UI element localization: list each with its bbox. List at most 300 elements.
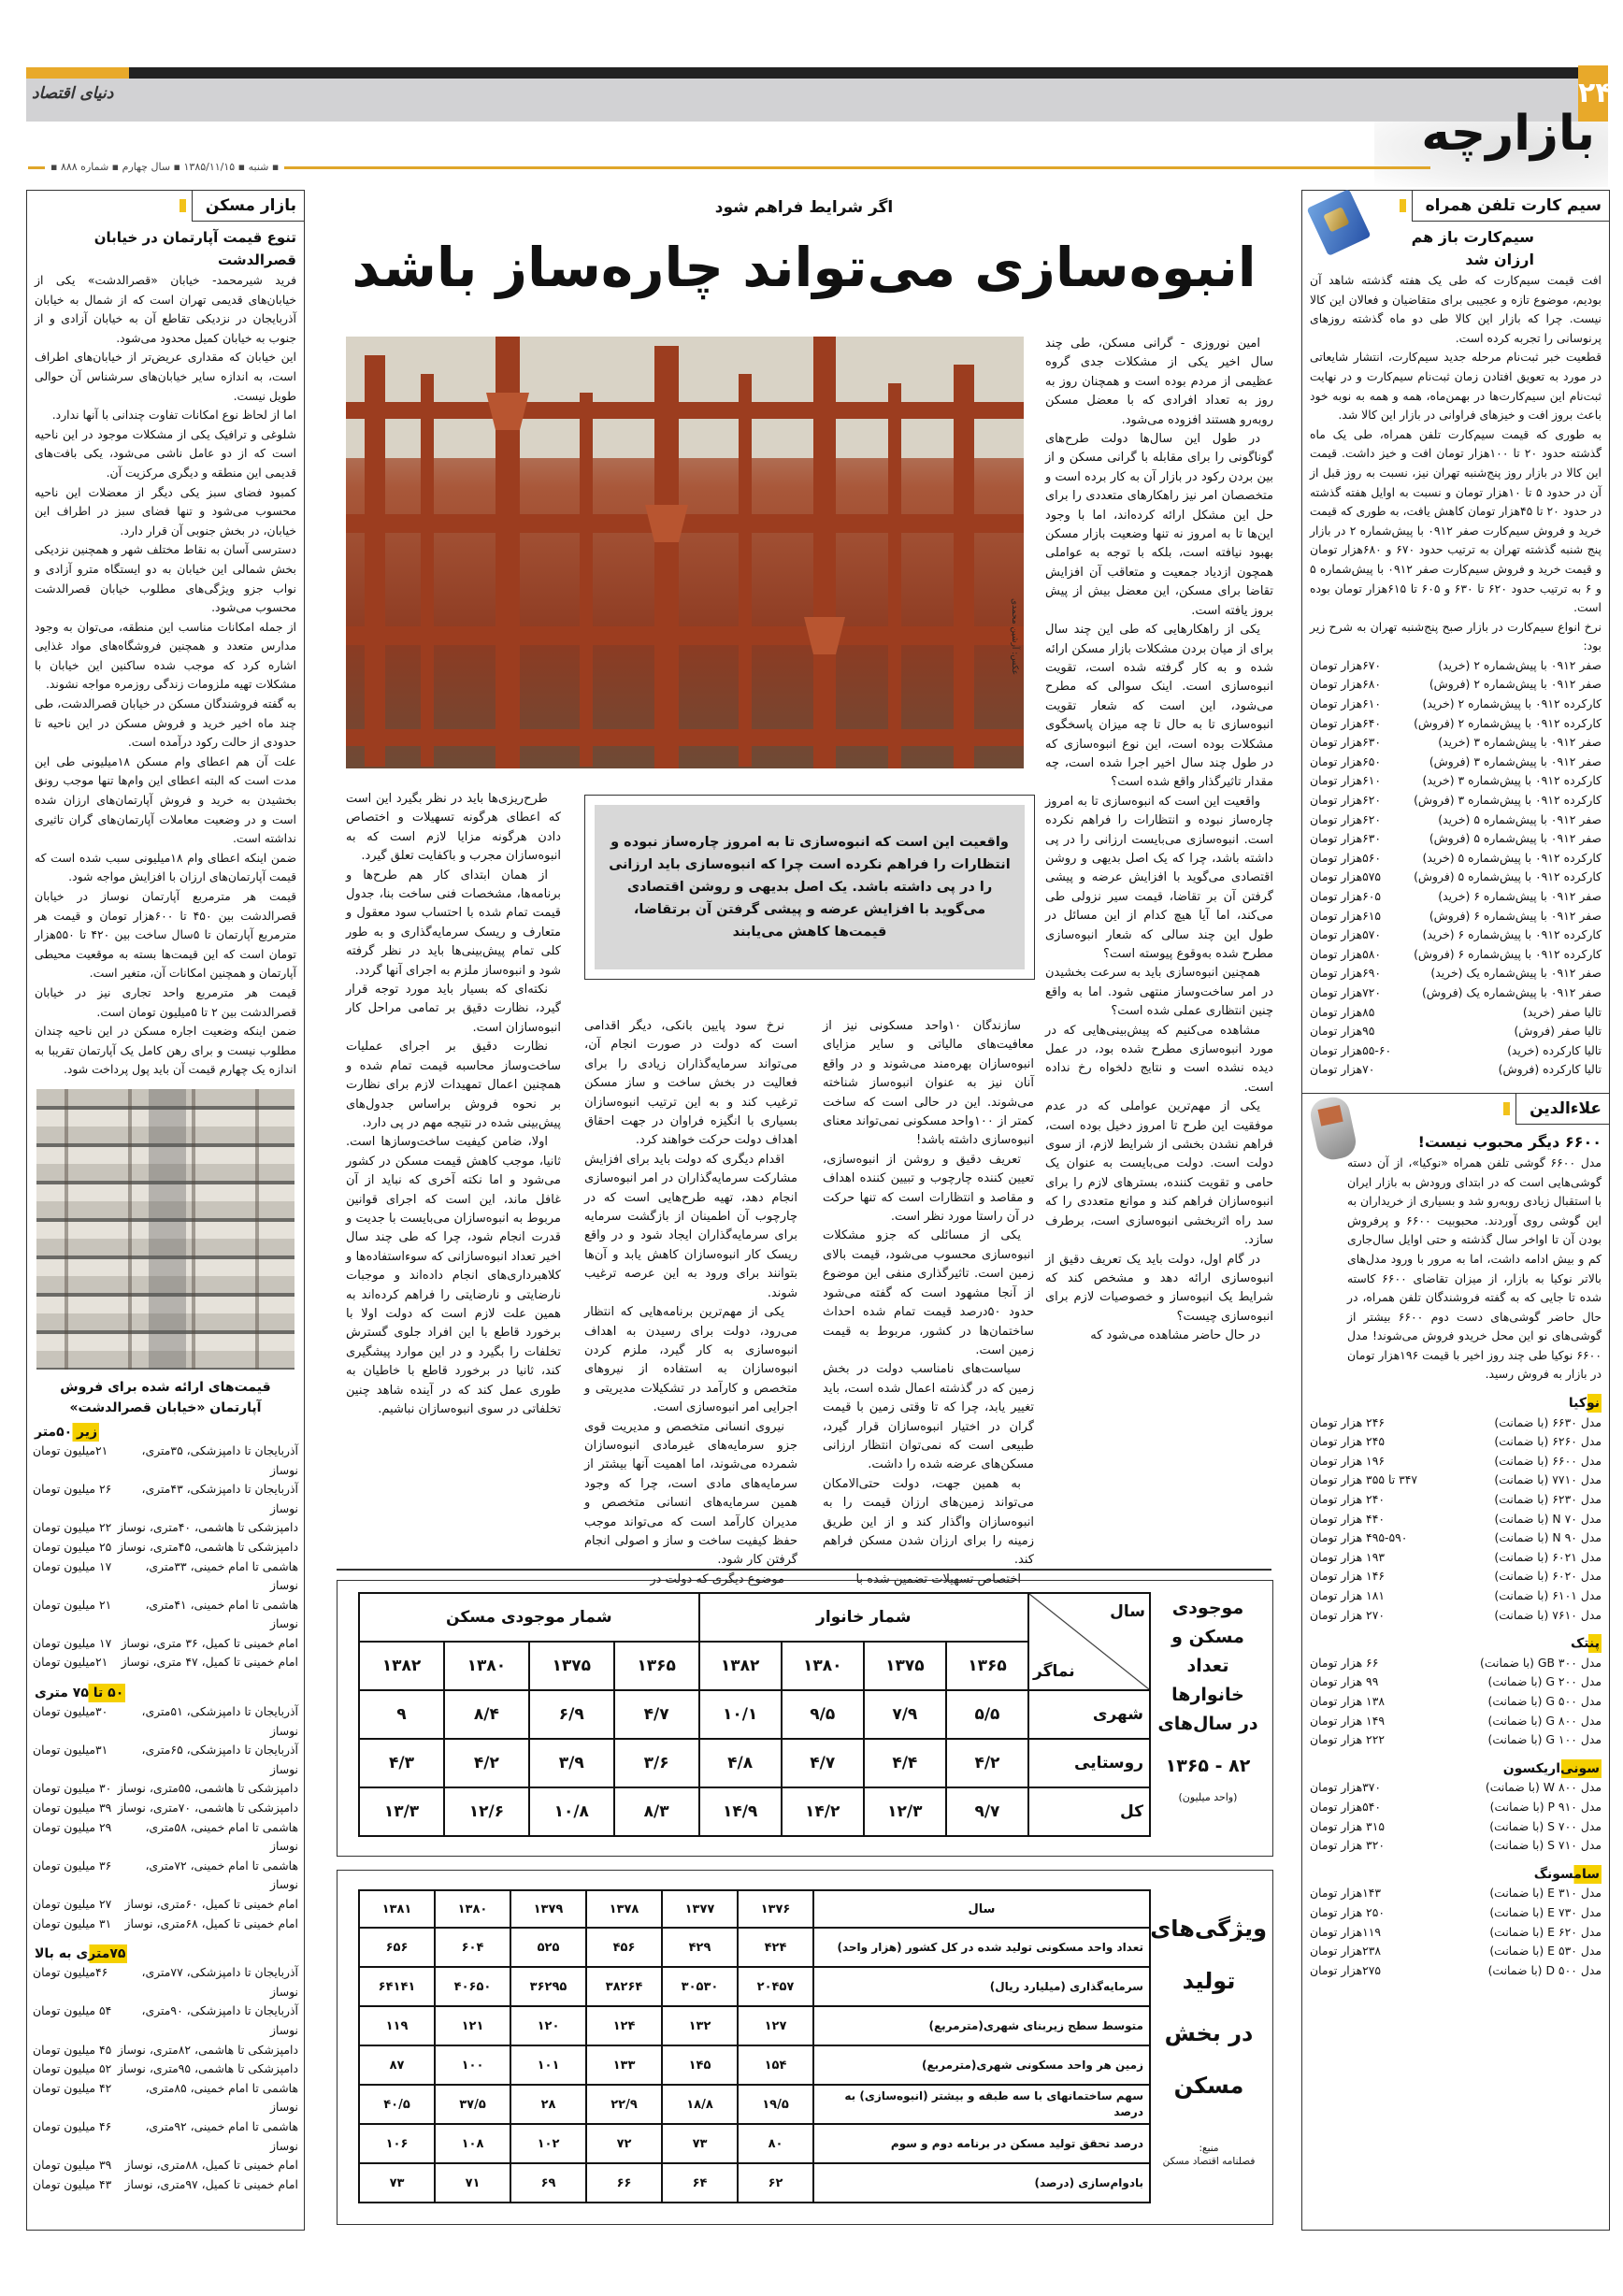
- cell: ۱۴۵: [662, 2045, 738, 2085]
- item-label: مدل ۷۶۱۰ (با ضمانت): [1494, 1607, 1601, 1622]
- list-item: [1310, 1712, 1601, 1731]
- row-label: سهم ساختمانهای با سه طبقه و بیشتر (انبوه‌سازی) به درصد: [813, 2085, 1150, 2124]
- paragraph: سیاست‌های نامناسب دولت در بخش زمین که در گذشته اعمال شده است، باید تغییر یابد، چرا که تا وقتی زمین با قیمت گران در اختیار انبوه‌سازان قرار گیرد، طبیعی است که نمی‌توان انتظار ارزانی مسکن‌های عرضه شده را داشت.: [823, 1362, 1034, 1472]
- item-label: مدل S ۷۰۰ (با ضمانت): [1489, 1818, 1601, 1833]
- item-price: ۶۴۰هزار تومان: [1310, 715, 1382, 730]
- paragraph: نیروی انسانی متخصص و مدیریت قوی جزو سرمایه‌های غیرمادی انبوه‌سازان شمرده می‌شوند، اما اهمیت آنها بیشتر از سرمایه‌های مادی است، چرا که وجود همین سرمایه‌های انسانی متخصص و مدیران کارآمد است که می‌تواند موجب حفظ کیفیت ساخت و ساز و اصولی انجام گرفتن کار شود.: [584, 1419, 797, 1568]
- item-price: ۲۲ میلیون تومان: [33, 1520, 112, 1535]
- item-price: ۶۶ هزار تومان: [1310, 1655, 1379, 1670]
- household-table: [358, 1592, 1151, 1837]
- source-label: منبع:: [1199, 2143, 1219, 2154]
- cell: ۱۰۲: [510, 2124, 586, 2163]
- item-price: ۶۳۰هزار تومان: [1310, 831, 1382, 846]
- article-column-2: [823, 1017, 1034, 1589]
- cell: ۴/۷: [614, 1690, 699, 1739]
- list-item: [33, 2117, 298, 2156]
- item-label: دامپزشکی تا هاشمی، ۹۵متری، نوساز: [117, 2061, 298, 2076]
- list-item: [1310, 656, 1601, 676]
- item-price: ۶۳۰هزار تومان: [1310, 735, 1382, 750]
- title-line: خانوارها: [1171, 1685, 1244, 1705]
- item-label: تالیا صفر (خرید): [1522, 1004, 1601, 1019]
- list-item: [33, 1818, 298, 1857]
- item-label: آذربایجان تا دامپزشکی، ۶۵متری، نوساز: [141, 1743, 298, 1776]
- item-price: ۵۸۰هزار تومان: [1310, 946, 1382, 961]
- paragraph: سازندگان ۱۰واحد مسکونی نیز از معافیت‌های مالیاتی و سایر مزایای انبوه‌سازان بهره‌مند می‌شوند و در واقع آنان نیز به عنوان انبوه‌ساز شناخته می‌شوند. این در حالی است که ساخت کمتر از ۱۰۰واحد مسکونی نمی‌تواند معنای انبوه‌سازی داشته باشد!: [823, 1019, 1034, 1148]
- title-line: در بخش: [1164, 2020, 1254, 2046]
- cell: ۲۰۴۵۷: [738, 1967, 813, 2006]
- item-label: مدل E ۷۳۰ (با ضمانت): [1489, 1904, 1601, 1919]
- item-label: مدل ۷۷۱۰ (با ضمانت): [1494, 1472, 1601, 1487]
- list-item: [33, 1480, 298, 1518]
- item-price: ۵۷۵هزار تومان: [1310, 869, 1382, 884]
- item-label: آذربایجان تا دامپزشکی، ۷۷متری، نوساز: [141, 1965, 298, 1999]
- cell: ۱۱۹: [359, 2006, 435, 2045]
- item-price: ۴۲ میلیون تومان: [33, 2080, 112, 2095]
- paragraph: نرخ انواع سیم‌کارت در بازار صبح پنج‌شنبه تهران به شرح زیر بود:: [1310, 619, 1601, 653]
- list-item: [33, 1857, 298, 1895]
- size-group-list: [33, 1963, 298, 2194]
- cell: ۸۷: [359, 2045, 435, 2085]
- cell: ۱۲/۶: [444, 1787, 529, 1836]
- year-header: ۱۳۷۵: [864, 1642, 946, 1690]
- year-header: ۱۳۸۰: [444, 1642, 529, 1690]
- price-list-caption: قیمت‌های ارائه شده برای فروش آپارتمان «خیابان قصرالدشت»: [60, 1379, 271, 1415]
- item-price: ۹۵هزار تومان: [1310, 1024, 1375, 1039]
- item-label: آذربایجان تا دامپزشکی، ۳۵متری، نوساز: [141, 1442, 298, 1477]
- paragraph: اولا، ضامن کیفیت ساخت‌وسازها است. ثانیا، موجب کاهش قیمت مسکن در کشور می‌شود و اما نکته آخری که نباید از آن غافل ماند، این است که اجرای قوانین مربوط به انبوه‌سازان می‌بایست با جدیت و قدرت انجام شود، چرا که طی چند سال اخیر تعداد انبوه‌سازانی که سوءاستفاده‌ها و کلاهبرداری‌های انجام داده‌اند و موجبات نارضایتی و نارضایتی را فراهم کرده‌اند به همین علت لازم است که دولت اولا با برخورد قاطع با این افراد جلوی گسترش تخلفات را بگیرد و در این موارد پیشگیری کند، ثانیا در برخورد قاطع با خاطیان به طوری عمل کند که در آینده شاهد چنین تخلفاتی در سوی انبوه‌سازان نباشیم.: [346, 1135, 561, 1416]
- item-label: مدل N ۷۰ (با ضمانت): [1494, 1511, 1601, 1526]
- item-price: ۳۶ میلیون تومان: [33, 1858, 112, 1873]
- source-name: فصلنامه اقتصاد مسکن: [1162, 2156, 1256, 2167]
- paragraph: در طول این سال‌ها دولت طرح‌های گوناگونی را برای مقابله با گرانی مسکن و از بین بردن رکود در بازار آن به کار برده است و متخصصان امر نیز راهکارهای متعددی را برای حل این مشکل ارائه کرده‌اند، اما با وجود این‌ها تا به امروز نه تنها وضعیت بازار مسکن بهبود نیافته است، بلکه با توجه به عواملی همچون ازدیاد جمعیت و متعاقب آن افزایش تقاضا برای مسکن، این معضل بیش از پیش بروز یافته است.: [1045, 432, 1273, 618]
- year-header: ۱۳۷۷: [662, 1890, 738, 1928]
- item-label: آذربایجان تا دامپزشکی، ۹۰متری، نوساز: [141, 2003, 298, 2037]
- paragraph: ضمن اینکه وضعیت اجاره مسکن در این ناحیه چندان مطلوب نیست و برای رهن کامل یک آپارتمان تقریبا به اندازه یک چهارم قیمت آن باید پول پرداخت شود.: [35, 1024, 296, 1077]
- size-group-list: [33, 1442, 298, 1672]
- phones-section-tab: علاءالدین: [1515, 1094, 1609, 1125]
- year-header: ۱۳۷۹: [510, 1890, 586, 1928]
- year-header: ۱۳۸۲: [699, 1642, 782, 1690]
- item-price: ۱۱۹هزار تومان: [1310, 1924, 1382, 1939]
- item-price: ۶۹۰هزار تومان: [1310, 966, 1382, 981]
- title-line: موجودی: [1171, 1598, 1244, 1618]
- list-item: [1310, 1836, 1601, 1856]
- item-price: ۵۷۰هزار تومان: [1310, 927, 1382, 942]
- paragraph: این خیابان که مقداری عریض‌تر از خیابان‌های اطراف است، به اندازه سایر خیابان‌های سرشناس آن حوالی طویل نیست.: [35, 350, 296, 403]
- item-price: ۳۹ میلیون تومان: [33, 1801, 112, 1815]
- item-label: مدل W ۸۰۰ (با ضمانت): [1485, 1780, 1601, 1795]
- item-label: هاشمی تا امام خمینی، ۷۲متری، نوساز: [145, 1858, 298, 1892]
- item-price: ۲۴۶ هزار تومان: [1310, 1414, 1386, 1429]
- cell: ۴/۲: [946, 1739, 1028, 1787]
- cell: ۷۱: [435, 2163, 510, 2203]
- table-row: [359, 2006, 1150, 2045]
- paragraph: علت آن هم اعطای وام مسکن ۱۸میلیونی طی این مدت است که البته اعطای این وام‌ها تنها موجب رونق بخشیدن به خرید و فروش آپارتمان‌های ارزان شده است و در وضعیت معاملات آپارتمان‌های گران تاثیری نداشته است.: [35, 753, 296, 846]
- header-bar: [26, 67, 1578, 79]
- paragraph: مشاهده می‌کنیم که پیش‌بینی‌هایی که در مورد انبوه‌سازی مطرح شده بود، در عمل دیده نشده است و نتایج دلخواه رخ نداده است.: [1045, 1023, 1273, 1095]
- cell: ۷/۹: [864, 1690, 946, 1739]
- dateline: ▪ شنبه ▪ ۱۳۸۵/۱۱/۱۵ ▪ سال چهارم ▪ شماره ۸۸۸ ▪: [45, 160, 284, 175]
- year-header: ۱۳۸۲: [359, 1642, 444, 1690]
- item-label: مدل E ۳۱۰ (با ضمانت): [1489, 1886, 1601, 1901]
- item-price: ۳۱۵ هزار تومان: [1310, 1818, 1386, 1833]
- cell: ۶۴: [662, 2163, 738, 2203]
- item-price: ۲۲۲ هزار تومان: [1310, 1732, 1386, 1747]
- item-label: هاشمی تا امام خمینی، ۴۱متری، نوساز: [145, 1597, 298, 1631]
- cell: ۴۲۹: [662, 1928, 738, 1967]
- cell: ۳۶۲۹۵: [510, 1967, 586, 2006]
- item-label: مدل G ۲۰۰ (با ضمانت): [1487, 1674, 1601, 1689]
- item-price: ۶۷۰هزار تومان: [1310, 657, 1382, 672]
- list-item: [1310, 1606, 1601, 1626]
- item-label: صفر ۰۹۱۲ با پیش‌شماره ۲ (خرید): [1438, 657, 1601, 672]
- table-row: [359, 1739, 1150, 1787]
- housing-stock-table-box: [337, 1580, 1273, 1857]
- item-label: هاشمی تا امام خمینی، ۸۵متری، نوساز: [145, 2080, 298, 2115]
- item-label: دامپزشکی تا هاشمی، ۵۵متری، نوساز: [117, 1781, 298, 1796]
- production-table: [358, 1889, 1151, 2203]
- list-item: [33, 1596, 298, 1634]
- table-row: [359, 2085, 1150, 2124]
- cell: ۷۳: [662, 2124, 738, 2163]
- housing-stock-title: [1149, 1594, 1267, 1805]
- item-price: ۲۳۸هزار تومان: [1310, 1944, 1382, 1959]
- title-line: در سال‌های: [1157, 1714, 1258, 1734]
- list-item: [1310, 1471, 1601, 1490]
- item-label: صفر ۰۹۱۲ با پیش‌شماره ۶ (فروش): [1429, 908, 1601, 923]
- paragraph: قیمت هر مترمربع آپارتمان نوساز در خیابان قصرالدشت بین ۴۵۰ تا ۶۰۰هزار تومان و قیمت هر مترمربع آپارتمان تا ۵سال ساخت بین ۴۲۰ تا ۵۵۰هزار تومان است که این قیمت‌ها بسته به موقعیت محیطی آپارتمان و همچنین امکانات آن، متغیر است.: [35, 889, 296, 981]
- item-label: آذربایجان تا دامپزشکی، ۵۱متری، نوساز: [141, 1704, 298, 1738]
- paragraph: شلوغی و ترافیک یکی از مشکلات موجود در این ناحیه است که از دو عامل ناشی می‌شود، یکی بافت‌های قدیمی این منطقه و دیگری مرکزیت آن.: [35, 426, 296, 480]
- title-line: تولید: [1182, 1968, 1236, 1994]
- cell: ۱۲۰: [510, 2006, 586, 2045]
- cell: ۳/۶: [614, 1739, 699, 1787]
- housing-section: [27, 191, 304, 2194]
- item-label: دامپزشکی تا هاشمی، ۴۵متری، نوساز: [117, 1539, 298, 1554]
- list-item: [33, 2156, 298, 2175]
- cell: ۹: [359, 1690, 444, 1739]
- list-item: [33, 1518, 298, 1538]
- item-price: ۴۴۰ هزار تومان: [1310, 1511, 1386, 1526]
- cell: ۳۸۲۶۴: [586, 1967, 662, 2006]
- list-item: [33, 1895, 298, 1915]
- list-item: [33, 2041, 298, 2060]
- item-label: مدل GB ۳۰۰ (با ضمانت): [1480, 1655, 1601, 1670]
- item-price: ۴۳ میلیون تومان: [33, 2176, 112, 2191]
- list-item: [1310, 1586, 1601, 1606]
- item-label: دامپزشکی تا هاشمی، ۷۰متری، نوساز: [117, 1801, 298, 1815]
- item-label: صفر ۰۹۱۲ با پیش‌شماره ۳ (فروش): [1429, 753, 1601, 768]
- item-label: صفر ۰۹۱۲ با پیش‌شماره ۳ (خرید): [1438, 735, 1601, 750]
- year-header: ۱۳۸۰: [782, 1642, 864, 1690]
- list-item: [33, 1557, 298, 1596]
- cell: ۱۳۳: [586, 2045, 662, 2085]
- item-label: هاشمی تا امام خمینی، ۵۸متری، نوساز: [145, 1819, 298, 1854]
- headline-kicker: اگر شرایط فراهم شود: [714, 198, 894, 217]
- cell: ۶۹: [510, 2163, 586, 2203]
- list-item: [1310, 926, 1601, 945]
- item-label: امام خمینی تا کمیل، ۴۷ متری، نوساز: [121, 1655, 298, 1670]
- list-item: [1310, 1510, 1601, 1529]
- table-row: [359, 1967, 1150, 2006]
- paragraph: نکته‌ای که بسیار باید مورد توجه قرار گیرد، نظارت دقیق بر تمامی مراحل کار انبوه‌سازان است.: [346, 983, 561, 1035]
- cell: ۸/۳: [614, 1787, 699, 1836]
- cell: ۸۰: [738, 2124, 813, 2163]
- item-price: ۲۵ میلیون تومان: [33, 1539, 112, 1554]
- item-price: ۲۷ میلیون تومان: [33, 1897, 112, 1911]
- item-label: امام خمینی تا کمیل، ۸۸متری، نوساز: [124, 2158, 298, 2173]
- apartment-building-photo: [36, 1089, 294, 1370]
- list-item: [33, 1702, 298, 1741]
- item-price: ۱۷ میلیون تومان: [33, 1558, 112, 1573]
- list-item: [1310, 1567, 1601, 1586]
- cell: ۶۰۴: [435, 1928, 510, 1967]
- brand-price-list: [1310, 1654, 1601, 1750]
- item-label: صفر ۰۹۱۲ با پیش‌شماره یک (فروش): [1421, 984, 1601, 999]
- page-number: ۲۴: [1578, 65, 1608, 122]
- list-item: [33, 1963, 298, 2002]
- list-item: [1310, 1452, 1601, 1471]
- unit-note: (واحد میلیون): [1178, 1791, 1238, 1803]
- list-item: [1310, 811, 1601, 830]
- list-item: [1310, 675, 1601, 695]
- item-label: آذربایجان تا دامپزشکی، ۴۳متری، نوساز: [141, 1482, 298, 1515]
- item-label: مدل ۶۰۲۱ (با ضمانت): [1494, 1549, 1601, 1564]
- item-price: ۶۲۰هزار تومان: [1310, 811, 1382, 826]
- cell: ۴/۷: [782, 1739, 864, 1787]
- list-item: [1310, 849, 1601, 868]
- year-header-label: سال: [813, 1890, 1150, 1928]
- list-item: [33, 1653, 298, 1672]
- paragraph: در حال حاضر مشاهده می‌شود که: [1090, 1328, 1260, 1343]
- item-price: ۱۴۳هزار تومان: [1310, 1886, 1382, 1901]
- item-price: ۹۹ هزار تومان: [1310, 1674, 1379, 1689]
- item-price: ۶۵۰هزار تومان: [1310, 753, 1382, 768]
- cell: ۴/۳: [359, 1739, 444, 1787]
- paragraph: طرح‌ریزی‌ها باید در نظر بگیرد این است که اعطای هرگونه تسهیلات و اختصاص دادن هرگونه مزایا لازم است که به انبوه‌سازان مجرب و باکفایت تعلق گیرد.: [346, 792, 561, 864]
- group-header: شمار خانوار: [699, 1593, 1028, 1642]
- paragraph: ضمن اینکه اعطای وام ۱۸میلیونی سبب شده است که قیمت آپارتمان‌های ارزان با افزایش مواجه شود.: [35, 850, 296, 884]
- list-item: [1310, 1923, 1601, 1943]
- item-label: مدل G ۱۰۰ (با ضمانت): [1487, 1732, 1601, 1747]
- paragraph: فرید شیرمحمد- خیابان «قصرالدشت» یکی از خیابان‌های قدیمی تهران است که از شمال به خیابان آذربایجان در نزدیکی تقاطع آن به خیابان آزادی و از جنوب به خیابان کمیل محدود می‌شود.: [35, 273, 296, 345]
- item-price: ۲۴۵ هزار تومان: [1310, 1434, 1386, 1449]
- table-row: [359, 1690, 1150, 1739]
- paragraph: قیمت هر مترمربع واحد تجاری نیز در خیابان قصرالدشت بین ۲ تا ۵میلیون تومان است.: [35, 984, 296, 1019]
- item-price: ۲۱میلیون تومان: [33, 1655, 108, 1670]
- table-row: [359, 2163, 1150, 2203]
- right-sidebar: [1301, 190, 1610, 2231]
- cell: ۳۰۵۳۰: [662, 1967, 738, 2006]
- paragraph: نظارت دقیق بر اجرای عملیات ساخت‌وساز محاسبه قیمت تمام شده و همچنین اعمال تمهیدات لازم برای نظارت بر نحوه فروش براساس جدول‌های پیش‌بینی شده در نتیجه مهم در پی دارد.: [346, 1040, 561, 1130]
- cell: ۱۲۴: [586, 2006, 662, 2045]
- cell: ۷۳: [359, 2163, 435, 2203]
- article-divider: [337, 1569, 1271, 1571]
- item-label: مدل ۶۲۶۰ (با ضمانت): [1494, 1434, 1601, 1449]
- list-item: [1310, 1817, 1601, 1837]
- item-price: ۲۶ میلیون تومان: [33, 1482, 112, 1497]
- item-label: صفر ۰۹۱۲ با پیش‌شماره ۵ (فروش): [1429, 831, 1601, 846]
- left-sidebar: [26, 190, 305, 2231]
- item-label: مدل E ۶۲۰ (با ضمانت): [1489, 1924, 1601, 1939]
- item-price: ۴۶ میلیون تومان: [33, 2118, 112, 2133]
- list-item: [33, 2059, 298, 2079]
- year-header: ۱۳۶۵: [614, 1642, 699, 1690]
- cell: ۱۰۸: [435, 2124, 510, 2163]
- corner-indicator-label: نماگر: [1033, 1662, 1075, 1681]
- item-price: ۱۳۸ هزار تومان: [1310, 1693, 1386, 1708]
- paragraph: یکی از مسائلی که جزو مشکلات انبوه‌سازی محسوب می‌شود، قیمت بالای زمین است. تاثیرگذاری منفی این موضوع از آنجا مشهود است که گفته می‌شود حدود ۵۰درصد قیمت تمام شده احداث ساختمان‌ها در کشور، مربوط به قیمت زمین است.: [823, 1228, 1034, 1357]
- item-label: صفر ۰۹۱۲ با پیش‌شماره ۵ (خرید): [1438, 811, 1601, 826]
- housing-stock-table: [358, 1592, 1151, 1837]
- cell: ۴/۲: [444, 1739, 529, 1787]
- newspaper-logo[interactable]: دنیای اقتصاد: [32, 84, 114, 103]
- item-price: ۵۵-۶۰هزار تومان: [1310, 1042, 1392, 1057]
- paragraph: کمبود فضای سبز یکی دیگر از معضلات این ناحیه محسوب می‌شود و تنها فضای سبز در اطراف این خیابان، در بخش جنوبی آن قرار دارد.: [35, 484, 296, 538]
- phones-article-title: ۶۶۰۰ دیگر محبوب نیست!: [1417, 1132, 1601, 1151]
- item-price: ۶۰۵هزار تومان: [1310, 889, 1382, 903]
- list-item: [1310, 887, 1601, 907]
- cell: ۱۹/۵: [738, 2085, 813, 2124]
- cell: ۶۶: [586, 2163, 662, 2203]
- brand-price-list: [1310, 1884, 1601, 1980]
- brand-heading: نوکیا: [1568, 1396, 1600, 1412]
- list-item: [33, 1779, 298, 1799]
- item-label: مدل ۶۰۲۰ (با ضمانت): [1494, 1569, 1601, 1584]
- year-header: ۱۳۷۸: [586, 1890, 662, 1928]
- title-line: مسکن و تعداد: [1171, 1627, 1244, 1676]
- list-item: [1310, 868, 1601, 887]
- paragraph: به همین جهت، دولت حتی‌الامکان می‌تواند زمین‌های ارزان قیمت را به انبوه‌سازان واگذار کند و از این طریق زمینه را برای ارزان شدن مسکن فراهم کند.: [823, 1476, 1034, 1568]
- item-price: ۲۹ میلیون تومان: [33, 1819, 112, 1834]
- list-item: [1310, 733, 1601, 753]
- production-table-box: [337, 1870, 1273, 2225]
- paragraph: به طوری که قیمت سیم‌کارت تلفن همراه، طی یک ماه گذشته حدود ۲۰ تا ۱۰۰هزار تومان افت و خیز داشت. قیمت این کالا در بازار روز پنج‌شنبه تهران نیز، نسبت به روز قبل از آن در حدود ۵ تا ۱۰هزار تومان و نسبت به اوایل هفته گذشته در حدود ۲۰ تا ۴۵هزار تومان کاهش یافت، به طوری که قیمت خرید و فروش سیم‌کارت صفر ۰۹۱۲ با پیش‌شماره ۲ در بازار پنج شنبه گذشته تهران به ترتیب حدود ۶۷۰ و ۶۸۰هزار تومان و قیمت خرید و فروش سیم‌کارت صفر ۰۹۱۲ با پیش‌شماره ۵ و ۶ به ترتیب حدود ۶۲۰ تا ۶۳۰ و ۶۰۵ تا ۶۱۵هزار تومان بوده است.: [1310, 426, 1601, 615]
- item-price: ۳۲۰ هزار تومان: [1310, 1838, 1386, 1853]
- item-price: ۲۴۰ هزار تومان: [1310, 1492, 1386, 1507]
- item-price: ۱۹۳ هزار تومان: [1310, 1549, 1386, 1564]
- cell: ۹/۷: [946, 1787, 1028, 1836]
- sim-article-title: سیم‌کارت باز هم ارزان شد: [1411, 228, 1534, 268]
- paragraph: یکی از مهم‌ترین عواملی که در عدم موفقیت این طرح تا امروز دخیل بوده است، فراهم نشدن بخشی از شرایط لازم، از سوی دولت است. دولت می‌بایست به عنوان یک حامی و تقویت کننده، بسترهای لازم را برای انبوه‌سازان فراهم کند و موانع متعددی را که سد راه اثربخشی انبوه‌سازی است، برطرف سازد.: [1045, 1099, 1273, 1248]
- item-price: ۳۱ میلیون تومان: [33, 1916, 112, 1930]
- list-item: [33, 1915, 298, 1934]
- item-label: مدل N ۹۰ (با ضمانت): [1494, 1530, 1601, 1545]
- cell: ۱۸/۸: [662, 2085, 738, 2124]
- item-price: ۳۰ میلیون تومان: [33, 1781, 112, 1796]
- table-row: [359, 2124, 1150, 2163]
- group-header: شمار موجودی مسکن: [359, 1593, 699, 1642]
- sim-article-body: [1302, 271, 1609, 1080]
- list-item: [1310, 1903, 1601, 1923]
- item-label: مدل D ۵۰۰ (با ضمانت): [1487, 1962, 1601, 1977]
- paragraph: همچنین انبوه‌سازی باید به سرعت بخشیدن در امر ساخت‌وساز منتهی شود. اما به واقع چنین انتظاری عملی شده است؟: [1045, 966, 1273, 1019]
- cell: ۱۳۲: [662, 2006, 738, 2045]
- paragraph: امین نوروزی - گرانی مسکن، طی چند سال اخیر یکی از مشکلات جدی گروه عظیمی از مردم بوده است و همچنان روز به روز به تعداد افرادی که با معضل مسکن روبه‌رو هستند افزوده می‌شود.: [1045, 337, 1273, 427]
- phone-price-lists: [1310, 1385, 1601, 1980]
- item-price: ۱۴۹ هزار تومان: [1310, 1713, 1386, 1728]
- cell: ۶۵۶: [359, 1928, 435, 1967]
- item-price: ۲۷۵هزار تومان: [1310, 1962, 1382, 1977]
- title-line: ۸۲ - ۱۳۶۵: [1165, 1756, 1251, 1776]
- item-price: ۴۹۵-۵۹۰ هزار تومان: [1310, 1530, 1408, 1545]
- paragraph: در گام اول، دولت باید یک تعریف دقیق از انبوه‌سازی ارائه دهد و مشخص کند که شرایط یک انبوه‌ساز و خصوصیات لازم برای انبوه‌سازی چیست؟: [1045, 1252, 1273, 1324]
- item-label: کارکرده ۰۹۱۲ با پیش‌شماره ۲ (فروش): [1414, 715, 1601, 730]
- item-label: دامپزشکی تا هاشمی، ۸۲متری، نوساز: [117, 2042, 298, 2057]
- housing-article-title: تنوع قیمت آپارتمان در خیابان قصرالدشت: [93, 229, 296, 268]
- item-price: ۳۹ میلیون تومان: [33, 2158, 112, 2173]
- item-label: هاشمی تا امام خمینی، ۳۳متری، نوساز: [145, 1558, 298, 1593]
- cell: ۱۴/۹: [699, 1787, 782, 1836]
- list-item: [33, 1741, 298, 1779]
- item-price: ۱۹۶ هزار تومان: [1310, 1453, 1386, 1468]
- list-item: [33, 2079, 298, 2117]
- list-item: [1310, 1490, 1601, 1510]
- cell: ۶/۹: [529, 1690, 614, 1739]
- construction-photo: [346, 337, 1024, 768]
- year-header: ۱۳۸۰: [435, 1890, 510, 1928]
- list-item: [1310, 1003, 1601, 1023]
- item-label: مدل ۶۶۰۰ (با ضمانت): [1494, 1453, 1601, 1468]
- paragraph: واقعیت این است که انبوه‌سازی تا به امروز چاره‌ساز نبوده و انتظارات را فراهم نکرده است. انبوه‌سازی می‌بایست ارزانی را در پی داشته باشد، چرا که یک اصل بدیهی و روشن اقتصادی می‌گوید با افزایش عرضه و پیشی گرفتن آن بر تقاضا، قیمت سیر نزولی طی می‌کند، اما آیا هیچ کدام از این مسائل در طول این چند سالی که شعار انبوه‌سازی مطرح شده به‌وقوع پیوسته است؟: [1044, 794, 1273, 961]
- list-item: [1310, 771, 1601, 791]
- list-item: [1310, 1432, 1601, 1452]
- item-price: ۲۵۰ هزار تومان: [1310, 1904, 1386, 1919]
- brand-heading: سامسونگ: [1533, 1866, 1600, 1882]
- brand-price-list: [1310, 1413, 1601, 1626]
- corner-year-label: سال: [1110, 1602, 1145, 1621]
- list-item: [1310, 714, 1601, 734]
- title-line: ویژگی‌های: [1150, 1916, 1267, 1942]
- cell: ۱۴/۲: [782, 1787, 864, 1836]
- list-item: [1310, 1041, 1601, 1061]
- list-item: [1310, 695, 1601, 714]
- item-price: ۶۲۰هزار تومان: [1310, 793, 1382, 808]
- paragraph: قطعیت خبر ثبت‌نام مرحله جدید سیم‌کارت، انتشار شایعاتی در مورد به تعویق افتادن زمان ثبت‌نام سیم‌کارت و در نهایت ثبت‌نام این سیم‌کارت‌ها در بهمن‌ماه، همه و همه به نوبه خود باعث بروز افت و خیزهای فراوانی در بازار این کالا شد.: [1310, 350, 1601, 423]
- item-label: مدل P ۹۱۰ (با ضمانت): [1489, 1799, 1601, 1814]
- header-bar-accent: [26, 67, 129, 79]
- item-price: ۵۴۰هزار تومان: [1310, 1799, 1382, 1814]
- list-item: [33, 2175, 298, 2195]
- paragraph: اقدام دیگری که دولت باید برای افزایش مشارکت سرمایه‌گذاران در امر انبوه‌سازی انجام دهد، تهیه طرح‌هایی است که در چارچوب آن اطمینان از بازگشت سرمایه برای سرمایه‌گذاران ایجاد شود و در واقع ریسک کار انبوه‌سازان کاهش یابد و آن‌ها بتوانند برای ورود به این عرصه ترغیب شوند.: [584, 1152, 797, 1300]
- table-row: [359, 1787, 1150, 1836]
- item-price: ۵۲ میلیون تومان: [33, 2061, 112, 2076]
- list-item: [1310, 829, 1601, 849]
- item-label: تالیا کارکرده (خرید): [1507, 1042, 1601, 1057]
- item-label: مدل G ۵۰۰ (با ضمانت): [1487, 1693, 1601, 1708]
- year-header: ۱۳۸۱: [359, 1890, 435, 1928]
- housing-article-body: [27, 271, 304, 1080]
- item-label: مدل G ۸۰۰ (با ضمانت): [1487, 1713, 1601, 1728]
- list-item: [1310, 1413, 1601, 1433]
- table-row: [359, 1928, 1150, 1967]
- cell: ۱۰۰: [435, 2045, 510, 2085]
- row-label: سرمایه‌گذاری (میلیارد ریال): [813, 1967, 1150, 2006]
- list-item: [1310, 945, 1601, 965]
- size-group-list: [33, 1702, 298, 1933]
- item-label: کارکرده ۰۹۱۲ با پیش‌شماره ۵ (خرید): [1422, 850, 1601, 865]
- article-column-3: [584, 1017, 797, 1589]
- row-label: کل: [1028, 1787, 1150, 1836]
- item-label: دامپزشکی تا هاشمی، ۴۰متری، نوساز: [117, 1520, 298, 1535]
- paragraph: تعریف دقیق و روشن از انبوه‌سازی، تعیین کننده چارچوب و تبیین کننده اهداف و مقاصد و انتظارات است که تنها حرکت در آن راستا مورد نظر است.: [823, 1152, 1034, 1225]
- item-price: ۳۴۷ تا ۳۵۵ هزار تومان: [1310, 1472, 1418, 1487]
- list-item: [1310, 1672, 1601, 1692]
- list-item: [1310, 1022, 1601, 1041]
- sim-price-list: [1310, 656, 1601, 1080]
- size-group-heading: ۷۵متری به بالا: [35, 1946, 126, 1962]
- paragraph: یکی از راهکارهایی که طی این چند سال برای از میان بردن مشکلات بازار مسکن ارائه شده و به کار گرفته شده است، تقویت انبوه‌سازی است. اینک سوالی که مطرح می‌شود، این است که شعار تقویت انبوه‌سازی تا به حال تا چه میزان پاسخگوی مشکلات بوده است، این نوع انبوه‌سازی که در طول چند سال اخیر اجرا شده است، چه مقدار تاثیرگذار واقع شده است؟: [1045, 623, 1273, 790]
